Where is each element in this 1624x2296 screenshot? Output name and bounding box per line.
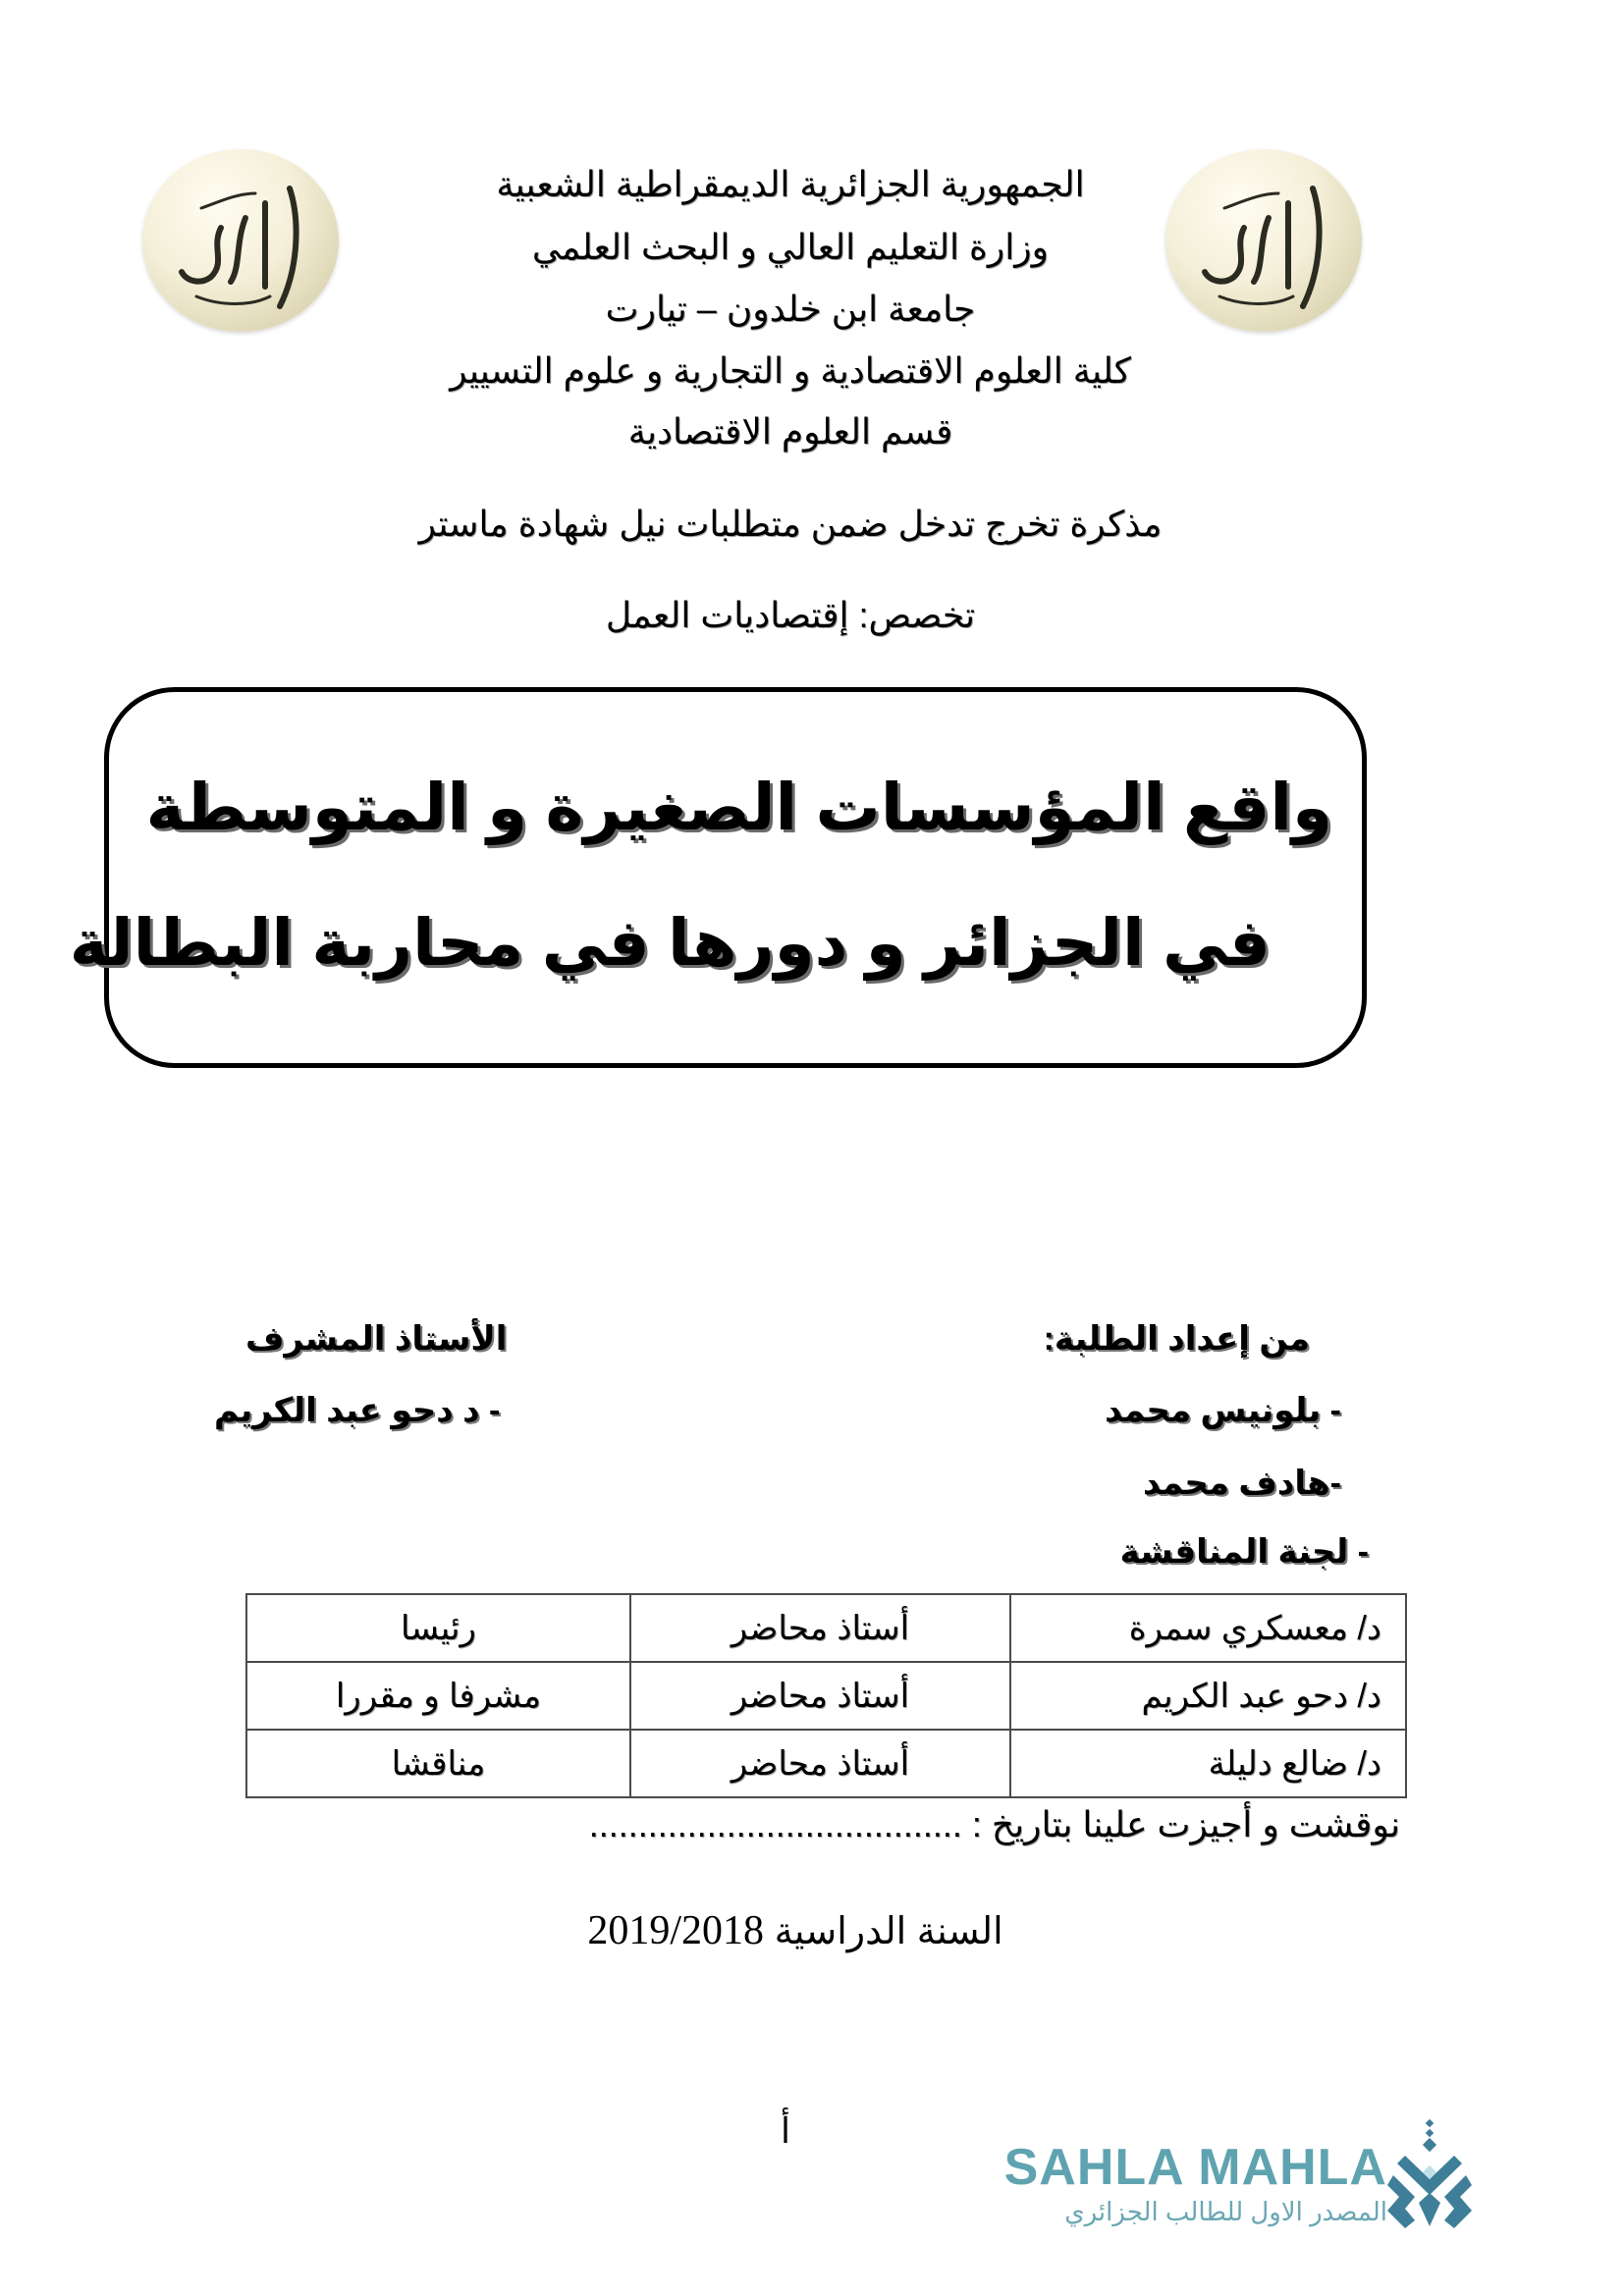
committee-table (245, 1593, 1407, 1798)
member-role: مشرفا و مقررا (246, 1662, 630, 1730)
students-heading: من إعداد الطلبة: (1043, 1320, 1310, 1358)
thesis-title-line-2: في الجزائر و دورها في محاربة البطالة (69, 906, 1271, 979)
header-department: قسم العلوم الاقتصادية (627, 411, 953, 452)
table-row (246, 1662, 1406, 1730)
member-role: رئيسا (246, 1594, 630, 1662)
thesis-title-line-1: واقع المؤسسات الصغيرة و المتوسطة (145, 771, 1332, 843)
committee-heading: - لجنة المناقشة (1119, 1533, 1369, 1571)
member-name: د/ دحو عبد الكريم (1010, 1662, 1406, 1730)
brand-title: SAHLA MAHLA (1003, 2139, 1387, 2196)
member-name: د/ معسكري سمرة (1010, 1594, 1406, 1662)
supervisor-name: - د دحو عبد الكريم (214, 1392, 501, 1429)
sahla-mahla-branding (928, 2118, 1478, 2226)
calligraphy-emblem-icon (142, 149, 339, 332)
student-name: - بلونيس محمد (1105, 1392, 1341, 1429)
member-rank: أستاذ محاضر (630, 1594, 1010, 1662)
member-role: مناقشا (246, 1730, 630, 1797)
header-republic: الجمهورية الجزائرية الديمقراطية الشعبية (496, 164, 1085, 204)
header-university: جامعة ابن خلدون – تيارت (605, 289, 976, 329)
member-name: د/ ضالع دليلة (1010, 1730, 1406, 1797)
student-name: -هادف محمد (1142, 1465, 1341, 1502)
memo-specialty: تخصص: إقتصاديات العمل (605, 595, 976, 635)
member-rank: أستاذ محاضر (630, 1730, 1010, 1797)
thesis-title-box (104, 687, 1367, 1068)
table-row (246, 1730, 1406, 1797)
academic-year (550, 1907, 1041, 1954)
university-logo-left (142, 149, 339, 332)
sahla-mahla-emblem-icon (1385, 2118, 1474, 2228)
brand-subtitle: المصدر الاول للطالب الجزائري (1064, 2197, 1387, 2226)
academic-year-value: 2019/2018 (587, 1908, 764, 1953)
page-number: أ (780, 2111, 790, 2151)
approval-date-line: نوقشت و أجيزت علينا بتاريخ : ...................................... (588, 1804, 1400, 1844)
header-faculty: كلية العلوم الاقتصادية و التجارية و علوم التسيير (450, 350, 1131, 391)
memo-purpose: مذكرة تخرج تدخل ضمن متطلبات نيل شهادة ماستر (418, 504, 1163, 544)
header-ministry: وزارة التعليم العالي و البحث العلمي (531, 227, 1050, 267)
member-rank: أستاذ محاضر (630, 1662, 1010, 1730)
supervisor-heading: الأستاذ المشرف (245, 1320, 508, 1358)
academic-year-label: السنة الدراسية (774, 1911, 1003, 1952)
table-row (246, 1594, 1406, 1662)
